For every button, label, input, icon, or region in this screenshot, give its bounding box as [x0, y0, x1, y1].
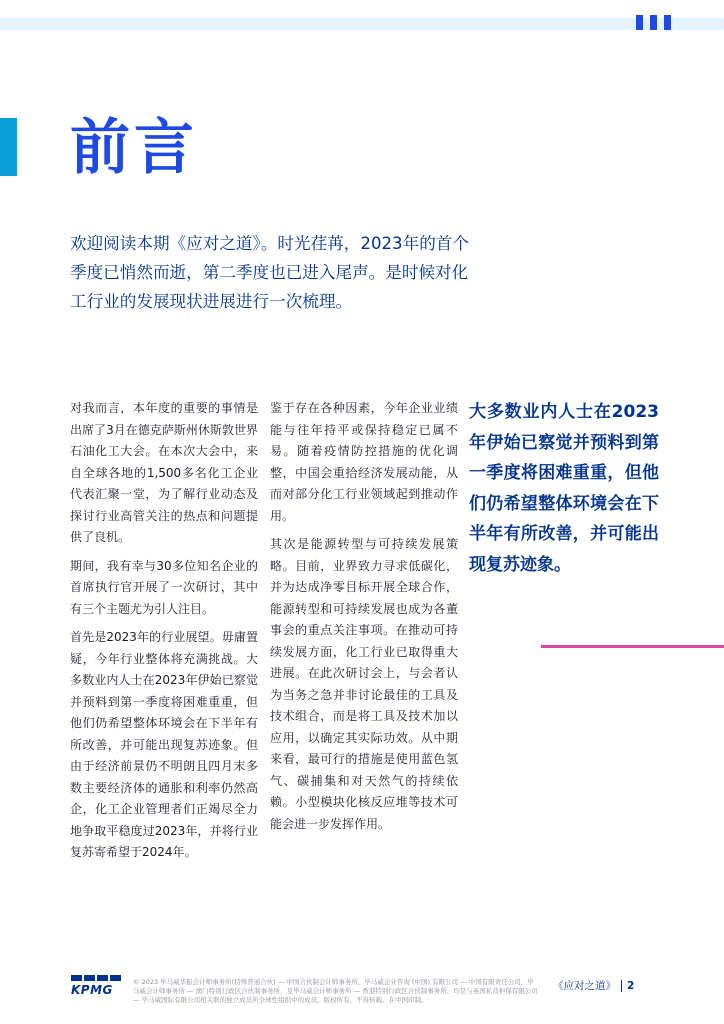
top-bar: [650, 15, 657, 30]
intro-paragraph: 欢迎阅读本期《应对之道》。时光荏苒，2023年的首个季度已悄然而逝，第二季度也已进入尾声。是时候对化工行业的发展现状进展进行一次梳理。: [70, 234, 469, 311]
page-title: 前言: [70, 113, 198, 183]
body-paragraph: 首先是2023年的行业展望。毋庸置疑，今年行业整体将充满挑战。大多数业内人士在2023年伊始已察觉并预料到第一季度将困难重重，但他们仍希望整体环境会在下半年有所改善，并可能出现复苏迹象。但由于经济前景仍不明朗且四月末多数主要经济体的通胀和利率仍然高企，化工企业管理者们正竭尽全力地争取平稳度过2023年，并将行业复苏寄希望于2024年。: [70, 630, 258, 859]
body-paragraph: 期间，我有幸与30多位知名企业的首席执行官开展了一次研讨，其中有三个主题尤为引人注目。: [70, 558, 258, 616]
body-paragraph: 鉴于存在各种因素，今年企业业绩能与往年持平或保持稳定已属不易。随着疫情防控措施的优化调整，中国会重拾经济发展动能，从而对部分化工行业领域起到推动作用。: [270, 401, 458, 523]
footer-legal-text: © 2023 毕马威华振会计师事务所(特殊普通合伙) — 中国合伙制会计师事务所，毕马威企业咨询 (中国) 有限公司 — 中国有限责任公司，毕马威会计师事务所 — 澳门特别行政区合伙制事务所，及毕马威会计师事务所 — 香港特别行政区合伙制事务所，均是与英国私营担保有限公司 — 毕马威国际有限公司相关联的独立成员所全球性组织中的成员。版权所有，不得转载。在中国印制。: [133, 978, 538, 1004]
top-bars-decoration: [636, 15, 671, 30]
top-bar: [636, 15, 643, 30]
page-number: 2: [627, 979, 635, 992]
kpmg-logo-text: KPMG: [71, 983, 113, 997]
publication-name: 《应对之道》: [553, 980, 616, 992]
pull-quote: 大多数业内人士在2023年伊始已察觉并预料到第一季度将困难重重，但他们仍希望整体环境会在下半年有所改善，并可能出现复苏迹象。: [469, 402, 659, 575]
top-banner: [0, 18, 724, 30]
footer-page-info: [553, 978, 634, 993]
body-column-1: [70, 398, 258, 871]
top-bar: [664, 15, 671, 30]
title-accent-bar: [0, 118, 17, 176]
body-paragraph: 其次是能源转型与可持续发展策略。目前，业界致力寻求低碳化，并为达成净零目标开展全球合作，能源转型和可持续发展也成为各董事会的重点关注事项。在推动可持续发展方面，化工行业已取得重大进展。在此次研讨会上，与会者认为当务之急并非讨论最佳的工具及技术组合，而是将工具及技术加以应用，以确定其实际功效。从中期来看，最可行的措施是使用蓝色氢气、碳捕集和对天然气的持续依赖。小型模块化核反应堆等技术可能会进一步发挥作用。: [270, 537, 458, 831]
kpmg-logo-blocks: [71, 975, 121, 981]
body-column-2: [270, 398, 458, 842]
body-paragraph: 对我而言，本年度的重要的事情是出席了3月在德克萨斯州休斯敦世界石油化工大会。在本次大会中，来自全球各地的1,500多名化工企业代表汇聚一堂，为了解行业动态及探讨行业高管关注的热点和问题提供了良机。: [70, 401, 258, 544]
kpmg-logo: [71, 975, 121, 997]
quote-divider: [541, 645, 724, 648]
footer-separator: [621, 980, 622, 992]
